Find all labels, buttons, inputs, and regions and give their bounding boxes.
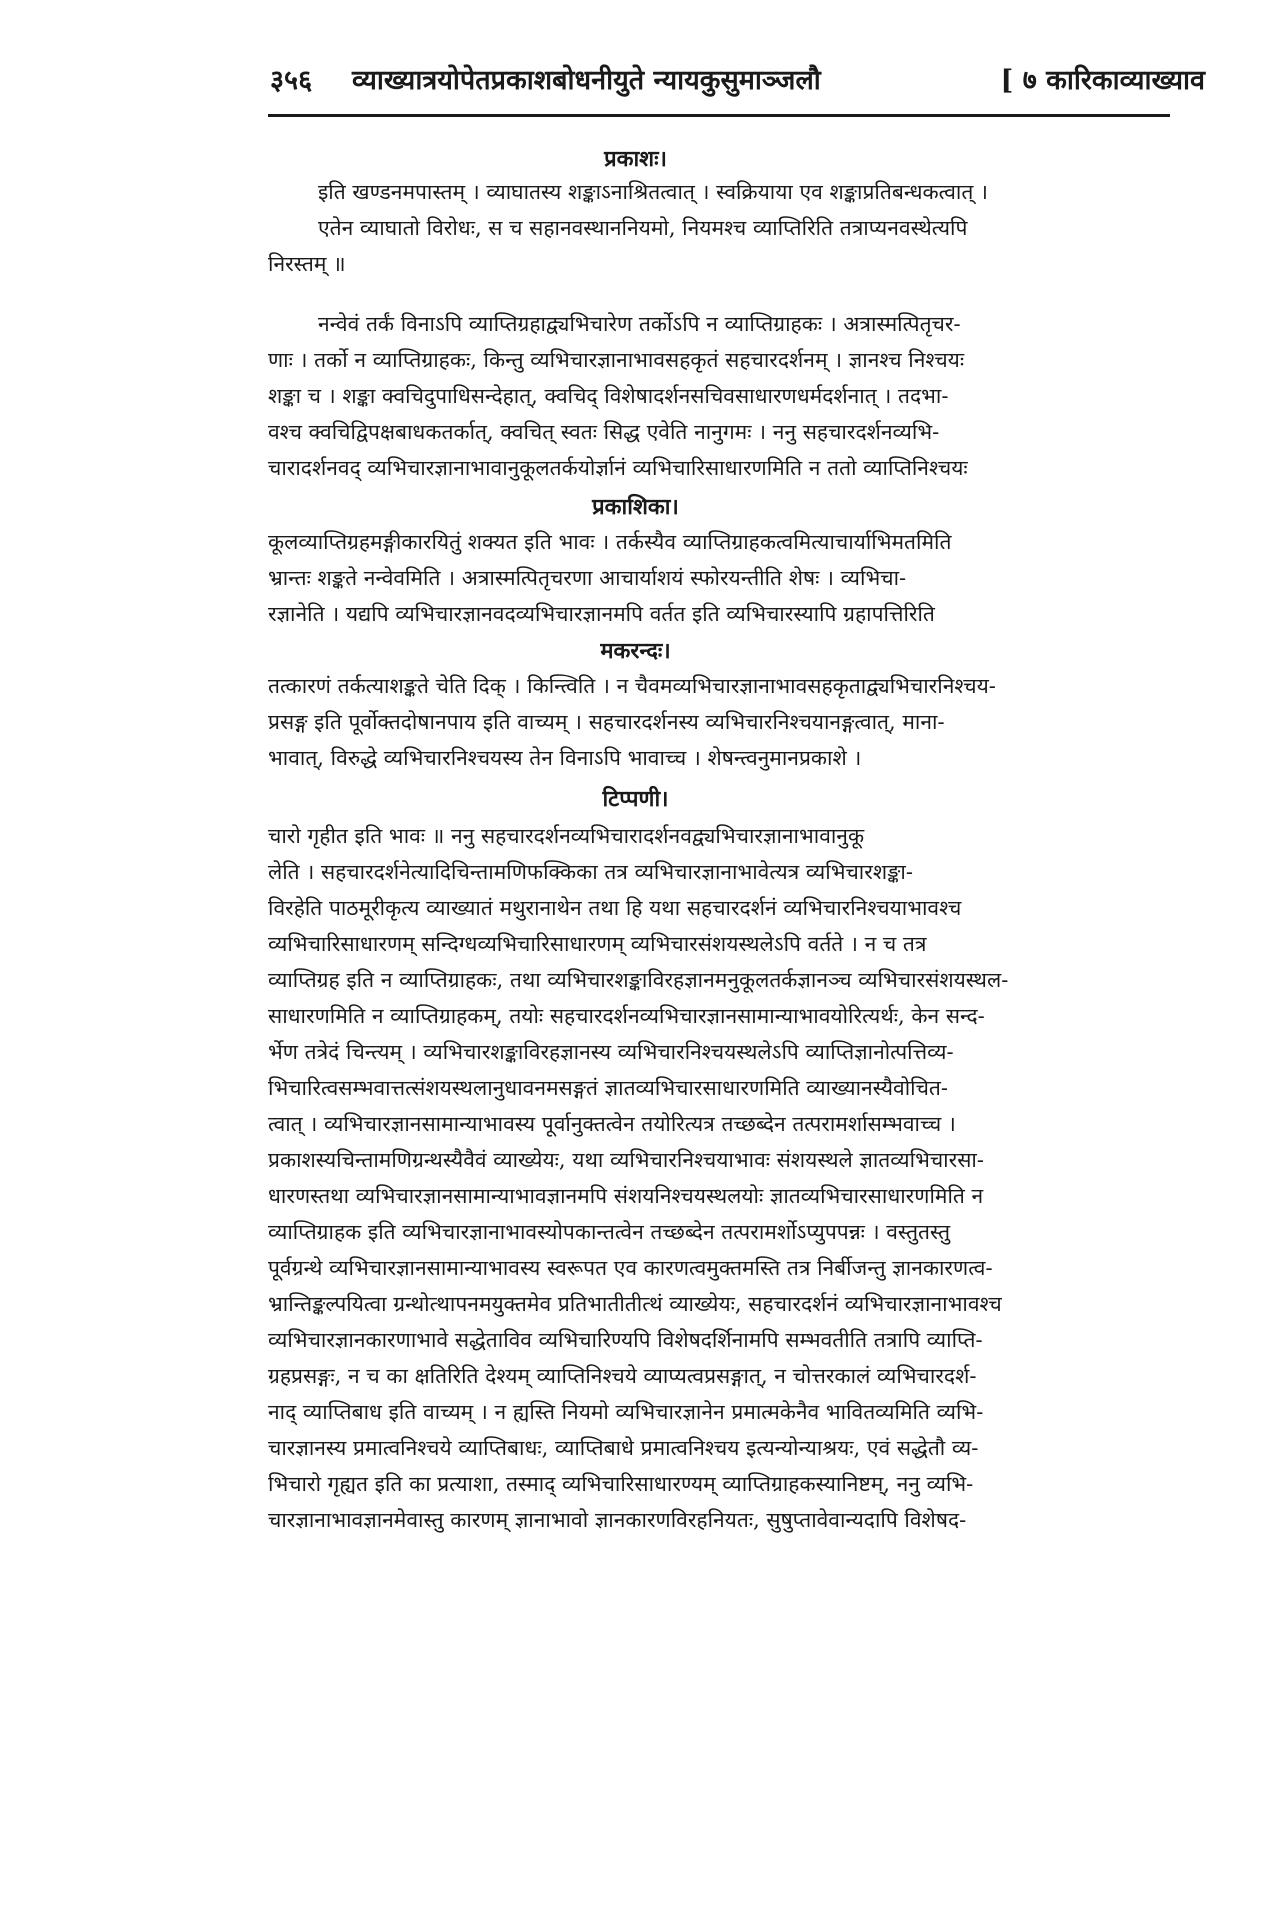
header-section: [ ७ कारिकाव्याख्याव: [1000, 65, 1205, 96]
mula-line: नन्वेवं तर्कं विनाऽपि व्याप्तिग्रहाद्व्यभिचारेण तर्कोऽपि न व्याप्तिग्राहकः । अत्रास्मत्पितृचर-: [318, 312, 961, 336]
tippani-line: भिचारित्वसम्भवात्तत्संशयस्थलानुधावनमसङ्गतं ज्ञातव्यभिचारसाधारणमिति व्याख्यानस्यैवोचित-: [268, 1076, 948, 1100]
header-rule: [268, 114, 1170, 117]
tippani-line: व्याप्तिग्राहक इति व्यभिचारज्ञानाभावस्योपकान्तत्वेन तच्छब्देन तत्परामर्शोऽप्युपपन्नः । वस्तुतस्तु: [268, 1220, 951, 1244]
prakashika-line: भ्रान्तः शङ्कते नन्वेवमिति । अत्रास्मत्पितृचरणा आचार्याशयं स्फोरयन्तीति शेषः । व्यभिचा-: [268, 566, 907, 590]
prakasha-line: एतेन व्याघातो विरोधः, स च सहानवस्थाननियमो, नियमश्च व्याप्तिरिति तत्राप्यनवस्थेत्यपि: [318, 216, 968, 240]
tippani-line: नाद् व्याप्तिबाध इति वाच्यम् । न ह्यस्ति नियमो व्यभिचारज्ञानेन प्रमात्मकेनैव भावितव्यमिति व्यभि-: [268, 1400, 984, 1424]
prakasha-line: निरस्तम् ॥: [268, 252, 346, 276]
tippani-line: भ्रान्तिङ्कल्पयित्वा ग्रन्थोत्थापनमयुक्तमेव प्रतिभातीतीत्थं व्याख्येयः, सहचारदर्शनं व्यभिचारज्ञानाभावश्च: [268, 1292, 1002, 1316]
running-header: [270, 54, 1205, 102]
tippani-line: विरहेति पाठमूरीकृत्य व्याख्यातं मथुरानाथेन तथा हि यथा सहचारदर्शनं व्यभिचारनिश्चयाभावश्च: [268, 896, 962, 920]
prakasha-line: इति खण्डनमपास्तम् । व्याघातस्य शङ्काऽनाश्रितत्वात् । स्वक्रियाया एव शङ्काप्रतिबन्धकत्वात् ।: [318, 180, 988, 204]
tippani-line: भिचारो गृह्यत इति का प्रत्याशा, तस्माद् व्यभिचारिसाधारण्यम् व्याप्तिग्राहकस्यानिष्टम्, ननु व्यभि-: [268, 1472, 974, 1496]
tippani-line: चारज्ञानाभावज्ञानमेवास्तु कारणम् ज्ञानाभावो ज्ञानकारणविरहनियतः, सुषुप्तावेवान्यदापि विशेषद-: [268, 1508, 967, 1532]
tippani-line: र्भेण तत्रेदं चिन्त्यम् । व्यभिचारशङ्काविरहज्ञानस्य व्यभिचारनिश्चयस्थलेऽपि व्याप्तिज्ञानोत्पत्तिव्य-: [268, 1040, 954, 1064]
tippani-line: ग्रहप्रसङ्गः, न च का क्षतिरिति देश्यम् व्याप्तिनिश्चये व्याप्यत्वप्रसङ्गात्, न चोत्तरकालं व्यभिचारदर्श-: [268, 1364, 977, 1388]
tippani-line: चारज्ञानस्य प्रमात्वनिश्चये व्याप्तिबाधः, व्याप्तिबाधे प्रमात्वनिश्चय इत्यन्योन्याश्रयः, एवं सद्धेतौ व्य-: [268, 1436, 979, 1460]
tippani-line: साधारणमिति न व्याप्तिग्राहकम्, तयोः सहचारदर्शनव्यभिचारज्ञानसामान्याभावयोरित्यर्थः, केन सन्द-: [268, 1004, 985, 1028]
mula-line: णाः । तर्को न व्याप्तिग्राहकः, किन्तु व्यभिचारज्ञानाभावसहकृतं सहचारदर्शनम् । ज्ञानश्च निश्चयः: [268, 348, 965, 372]
tippani-line: त्वात् । व्यभिचारज्ञानसामान्याभावस्य पूर्वानुक्तत्वेन तयोरित्यत्र तच्छब्देन तत्परामर्शासम्भवाच्च ।: [268, 1112, 956, 1136]
section-heading-makaranda: मकरन्दः।: [600, 638, 671, 664]
prakashika-line: रज्ञानेति । यद्यपि व्यभिचारज्ञानवदव्यभिचारज्ञानमपि वर्तत इति व्यभिचारस्यापि ग्रहापत्तिरिति: [268, 602, 935, 626]
header-title: व्याख्यात्रयोपेतप्रकाशबोधनीयुते न्यायकुसुमाञ्जलौ: [352, 65, 821, 96]
tippani-line: धारणस्तथा व्यभिचारज्ञानसामान्याभावज्ञानमपि संशयनिश्चयस्थलयोः ज्ञातव्यभिचारसाधारणमिति न: [268, 1184, 984, 1208]
section-heading-prakasha: प्रकाशः।: [604, 146, 667, 172]
mula-line: चारादर्शनवद् व्यभिचारज्ञानाभावानुकूलतर्कयोर्ज्ञानं व्यभिचारिसाधारणमिति न ततो व्याप्तिनिश्चयः: [268, 456, 968, 480]
makaranda-line: प्रसङ्ग इति पूर्वोक्तदोषानपाय इति वाच्यम् । सहचारदर्शनस्य व्यभिचारनिश्चयानङ्गत्वात्, माना-: [268, 710, 945, 734]
section-heading-prakashika: प्रकाशिका।: [592, 494, 679, 520]
mula-line: शङ्का च । शङ्का क्वचिदुपाधिसन्देहात्, क्वचिद् विशेषादर्शनसचिवसाधारणधर्मदर्शनात् । तदभा-: [268, 384, 949, 408]
section-heading-tippani: टिप्पणी।: [602, 786, 669, 812]
makaranda-line: भावात्, विरुद्धे व्यभिचारनिश्चयस्य तेन विनाऽपि भावाच्च । शेषन्त्वनुमानप्रकाशे ।: [268, 746, 862, 770]
mula-line: वश्च क्वचिद्विपक्षबाधकतर्कात्, क्वचित् स्वतः सिद्ध एवेति नानुगमः । ननु सहचारदर्शनव्यभि-: [268, 420, 940, 444]
tippani-line: व्याप्तिग्रह इति न व्याप्तिग्राहकः, तथा व्यभिचारशङ्काविरहज्ञानमनुकूलतर्कज्ञानञ्च व्यभिचारसंशयस्थल-: [268, 968, 1009, 992]
makaranda-line: तत्कारणं तर्कत्याशङ्कते चेति दिक् । किन्त्विति । न चैवमव्यभिचारज्ञानाभावसहकृताद्व्यभिचारनिश्चय-: [268, 674, 996, 698]
tippani-line: प्रकाशस्यचिन्तामणिग्रन्थस्यैवैवं व्याख्येयः, यथा व्यभिचारनिश्चयाभावः संशयस्थले ज्ञातव्यभिचारसा-: [268, 1148, 984, 1172]
page-number: ३५६: [270, 65, 313, 96]
tippani-line: व्यभिचारज्ञानकारणाभावे सद्धेताविव व्यभिचारिण्यपि विशेषदर्शिनामपि सम्भवतीति तत्रापि व्याप्ति-: [268, 1328, 983, 1352]
prakashika-line: कूलव्याप्तिग्रहमङ्गीकारयितुं शक्यत इति भावः । तर्कस्यैव व्याप्तिग्राहकत्वमित्याचार्याभिमतमिति: [268, 530, 952, 554]
tippani-line: व्यभिचारिसाधारणम् सन्दिग्धव्यभिचारिसाधारणम् व्यभिचारसंशयस्थलेऽपि वर्तते । न च तत्र: [268, 932, 927, 956]
tippani-line: पूर्वग्रन्थे व्यभिचारज्ञानसामान्याभावस्य स्वरूपत एव कारणत्वमुक्तमस्ति तत्र निर्बीजन्तु ज्ञानकारणत्व-: [268, 1256, 993, 1280]
tippani-line: लेति । सहचारदर्शनेत्यादिचिन्तामणिफक्किका तत्र व्यभिचारज्ञानाभावेत्यत्र व्यभिचारशङ्का-: [268, 860, 913, 884]
tippani-line: चारो गृहीत इति भावः ॥ ननु सहचारदर्शनव्यभिचारादर्शनवद्व्यभिचारज्ञानाभावानुकू: [268, 824, 865, 848]
